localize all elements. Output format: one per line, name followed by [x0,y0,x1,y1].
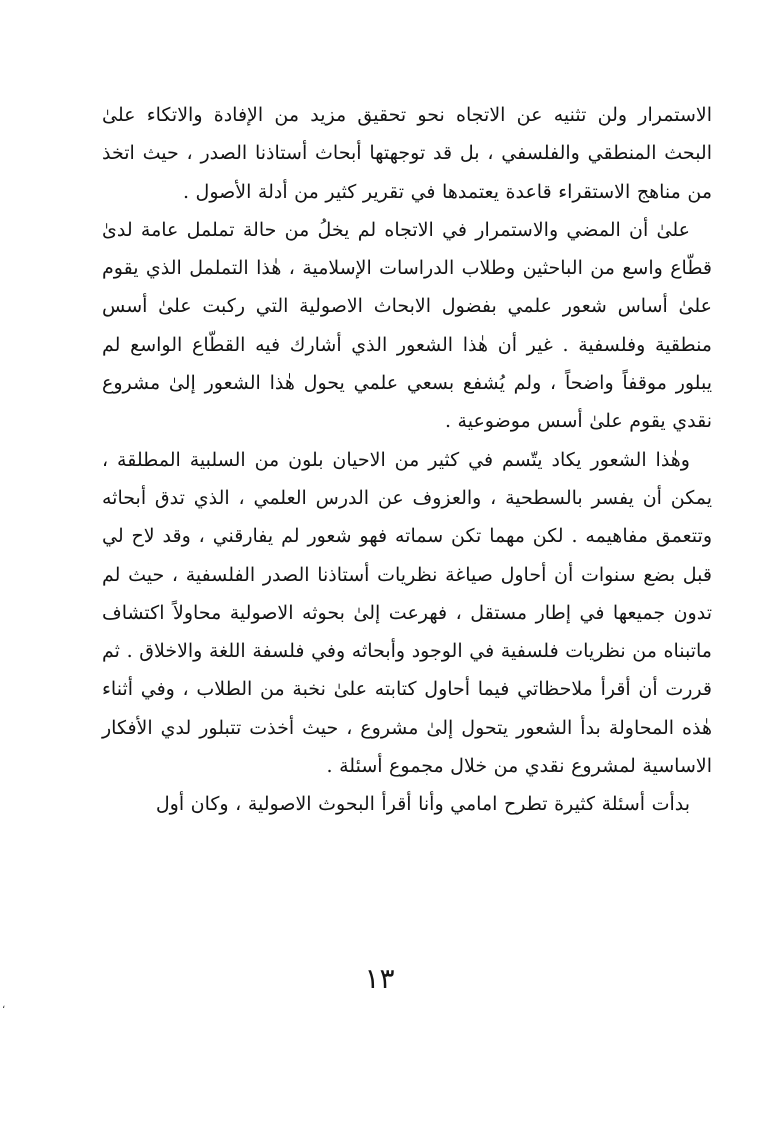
paragraph-3: وهٰذا الشعور يكاد يتّسم في كثير من الاحيان بلون من السلبية المطلقة ، يمكن أن يفسر بالسطحية ، والعزوف عن الدرس العلمي ، الذي تدق أبحاثه وتتعمق مفاهيمه . لكن مهما تكن سماته فهو شعور لم يفارقني ، وقد لاح لي قبل بضع سنوات أن أحاول صياغة نظريات أستاذنا الصدر الفلسفية ، حيث لم تدون جميعها في إطار مستقل ، فهرعت إلىٰ بحوثه الاصولية محاولاً اكتشاف ماتبناه من نظريات فلسفية في الوجود وأبحاثه وفي فلسفة اللغة والاخلاق . ثم قررت أن أقرأ ملاحظاتي فيما أحاول كتابته علىٰ نخبة من الطلاب ، وفي أثناء هٰذه المحاولة بدأ الشعور يتحول إلىٰ مشروع ، حيث أخذت تتبلور لدي الأفكار الاساسية لمشروع نقدي من خلال مجموع أسئلة . [102,448,712,778]
paragraph-1: الاستمرار ولن تثنيه عن الاتجاه نحو تحقيق مزيد من الإفادة والاتكاء علىٰ البحث المنطقي والفلسفي ، بل قد توجهتها أبحاث أستاذنا الصدر ، حيث اتخذ من مناهج الاستقراء قاعدة يعتمدها في تقرير كثير من أدلة الأصول . [102,104,712,203]
paragraph-4: بدأت أسئلة كثيرة تطرح امامي وأنا أقرأ البحوث الاصولية ، وكان أول [155,793,690,816]
body-text [102,96,712,824]
page-number: ١٣ [364,962,395,995]
margin-mark: ، [2,1000,6,1011]
paragraph-2: علىٰ أن المضي والاستمرار في الاتجاه لم يخلُ من حالة تململ عامة لدىٰ قطّاع واسع من الباحثين وطلاب الدراسات الإسلامية ، هٰذا التململ الذي يقوم علىٰ أساس شعور علمي بفضول الابحاث الاصولية التي ركبت علىٰ أسس منطقية وفلسفية . غير أن هٰذا الشعور الذي أشارك فيه القطّاع الواسع لم يبلور موقفاً واضحاً ، ولم يُشفع بسعي علمي يحول هٰذا الشعور إلىٰ مشروع نقدي يقوم علىٰ أسس موضوعية . [102,218,712,433]
